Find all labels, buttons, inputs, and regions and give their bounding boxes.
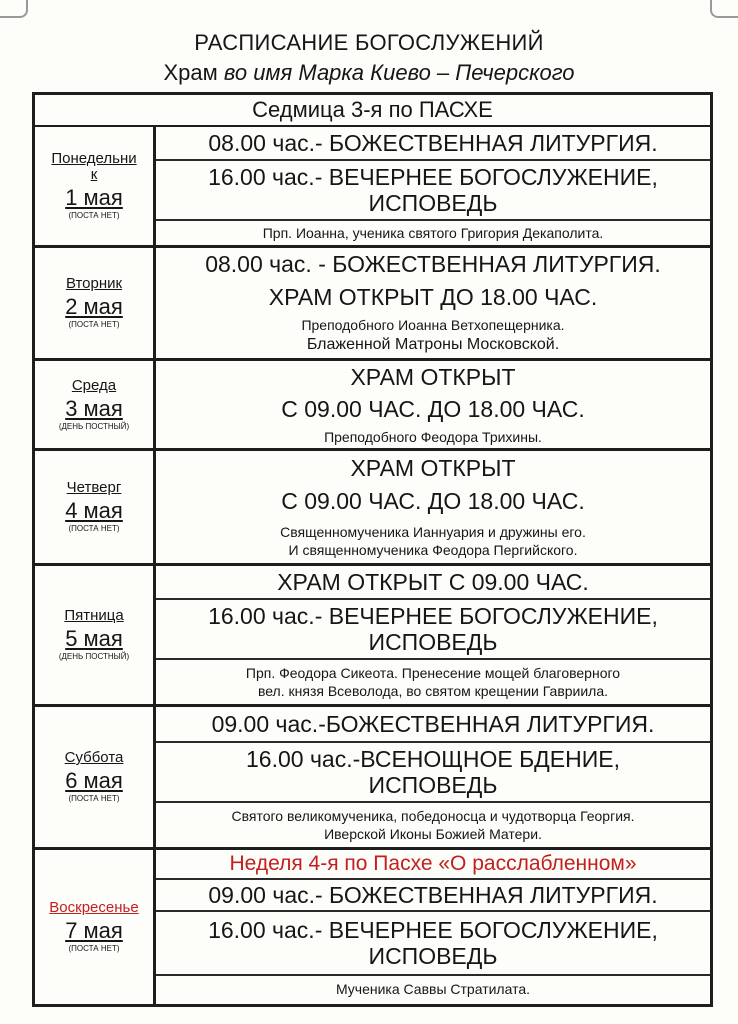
service-text: 16.00 час.-ВСЕНОЩНОЕ БДЕНИЕ,: [246, 746, 620, 772]
day-content: [156, 127, 710, 245]
day-content: [156, 248, 710, 358]
day-name: Воскресенье: [49, 899, 139, 916]
saints-row: [156, 660, 710, 704]
service-text: 08.00 час. - БОЖЕСТВЕННАЯ ЛИТУРГИЯ.: [205, 251, 661, 277]
corner-decoration-right: [710, 0, 738, 18]
saints-text: Преподобного Иоанна Ветхопещерника.: [301, 317, 565, 333]
day-name: Пятница: [64, 607, 124, 624]
service-row: [156, 451, 710, 485]
service-text: ХРАМ ОТКРЫТ: [350, 455, 516, 481]
day-content: [156, 707, 710, 847]
saints-text: Блаженной Матроны Московской.: [306, 336, 560, 353]
day-cell: [35, 707, 156, 847]
day-cell: [35, 566, 156, 704]
service-text: ИСПОВЕДЬ: [368, 772, 498, 798]
saints-text: вел. князя Всеволода, во святом крещении Гавриила.: [257, 683, 609, 699]
service-row: [156, 248, 710, 280]
day-block-saturday: [35, 707, 710, 850]
saints-text: Святого великомученика, победоносца и чудотворца Георгия.: [231, 808, 635, 824]
day-block-sunday: [35, 850, 710, 1004]
day-name: Вторник: [65, 275, 123, 292]
saints-row: [156, 314, 710, 358]
corner-decoration-left: [0, 0, 28, 18]
day-name: Понедельни: [51, 150, 137, 167]
service-row: [156, 485, 710, 517]
service-text: С 09.00 ЧАС. ДО 18.00 ЧАС.: [281, 488, 585, 514]
day-cell: [35, 361, 156, 448]
saints-row: [156, 976, 710, 1002]
service-text: 09.00 час.- БОЖЕСТВЕННАЯ ЛИТУРГИЯ.: [208, 882, 658, 908]
service-text: 16.00 час.- ВЕЧЕРНЕЕ БОГОСЛУЖЕНИЕ,: [208, 603, 658, 629]
day-name: Суббота: [64, 749, 124, 766]
service-row: [156, 600, 710, 660]
day-date: 7 мая: [65, 918, 123, 943]
page-title: РАСПИСАНИЕ БОГОСЛУЖЕНИЙ: [194, 30, 544, 55]
page-subtitle: [0, 60, 738, 86]
day-date: 2 мая: [65, 294, 123, 319]
feast-heading: Неделя 4-я по Пасхе «О расслабленном»: [229, 852, 637, 875]
day-block-friday: [35, 566, 710, 707]
saints-text: И священномученика Феодора Пергийского.: [288, 542, 578, 558]
service-text: ИСПОВЕДЬ: [368, 943, 498, 969]
day-name: Среда: [71, 376, 117, 394]
service-row: [156, 880, 710, 912]
saints-row: [156, 221, 710, 245]
fast-note: (ПОСТА НЕТ): [68, 320, 120, 329]
service-row: [156, 280, 710, 314]
day-date: 4 мая: [65, 498, 123, 523]
day-content: [156, 361, 710, 448]
service-row: [156, 707, 710, 743]
day-date: 5 мая: [65, 626, 123, 651]
service-text: ХРАМ ОТКРЫТ: [350, 364, 516, 390]
service-text: ХРАМ ОТКРЫТ С 09.00 ЧАС.: [277, 569, 589, 595]
service-text: 16.00 час.- ВЕЧЕРНЕЕ БОГОСЛУЖЕНИЕ,: [208, 164, 658, 190]
service-text: ХРАМ ОТКРЫТ ДО 18.00 ЧАС.: [268, 284, 598, 310]
saints-text: Прп. Феодора Сикеота. Пренесение мощей благоверного: [245, 665, 621, 681]
service-text: 16.00 час.- ВЕЧЕРНЕЕ БОГОСЛУЖЕНИЕ,: [208, 917, 658, 943]
saints-row: [156, 519, 710, 563]
service-text: 09.00 час.-БОЖЕСТВЕННАЯ ЛИТУРГИЯ.: [211, 711, 655, 737]
service-row: [156, 912, 710, 976]
saints-text: Мученика Саввы Стратилата.: [335, 981, 531, 997]
service-row: [156, 127, 710, 161]
day-block-monday: [35, 127, 710, 248]
day-date: 3 мая: [65, 395, 123, 421]
day-cell: [35, 850, 156, 1004]
saints-row: [156, 425, 710, 448]
day-content: [156, 566, 710, 704]
day-block-tuesday: [35, 248, 710, 361]
service-row: [156, 361, 710, 393]
fast-note: (ПОСТА НЕТ): [68, 211, 120, 220]
fast-note: (ПОСТА НЕТ): [68, 944, 120, 953]
saints-text: Прп. Иоанна, ученика святого Григория Декаполита.: [262, 225, 604, 241]
day-content: [156, 850, 710, 1004]
saints-text: Преподобного Феодора Трихины.: [324, 428, 542, 445]
feast-heading-row: [156, 850, 710, 880]
day-date: 6 мая: [65, 768, 123, 793]
day-date: 1 мая: [65, 185, 123, 210]
saints-row: [156, 803, 710, 847]
fast-note: (ПОСТА НЕТ): [68, 524, 120, 533]
fast-note: (ДЕНЬ ПОСТНЫЙ): [58, 652, 130, 661]
service-row: [156, 566, 710, 600]
service-text: ИСПОВЕДЬ: [368, 629, 498, 655]
service-row: [156, 743, 710, 803]
service-row: [156, 161, 710, 221]
day-cell: [35, 248, 156, 358]
fast-note: (ПОСТА НЕТ): [68, 794, 120, 803]
subtitle-plain: Храм: [163, 60, 218, 85]
day-block-wednesday: [35, 361, 710, 451]
day-cell: [35, 127, 156, 245]
subtitle-italic: во имя Марка Киево – Печерского: [223, 60, 575, 85]
service-text: С 09.00 ЧАС. ДО 18.00 ЧАС.: [281, 396, 585, 422]
week-title: Седмица 3-я по ПАСХЕ: [35, 95, 710, 127]
saints-text: Священномученика Ианнуария и дружины его.: [280, 524, 586, 540]
day-cell: [35, 451, 156, 563]
day-content: [156, 451, 710, 563]
day-block-thursday: [35, 451, 710, 566]
service-text: 08.00 час.- БОЖЕСТВЕННАЯ ЛИТУРГИЯ.: [208, 130, 658, 156]
saints-text: Иверской Иконы Божией Матери.: [324, 826, 542, 842]
service-text: ИСПОВЕДЬ: [368, 190, 498, 216]
day-name-tail: к: [90, 166, 98, 183]
schedule-table: [32, 92, 713, 1007]
fast-note: (ДЕНЬ ПОСТНЫЙ): [58, 421, 130, 431]
service-row: [156, 393, 710, 425]
day-name: Четверг: [66, 479, 122, 496]
